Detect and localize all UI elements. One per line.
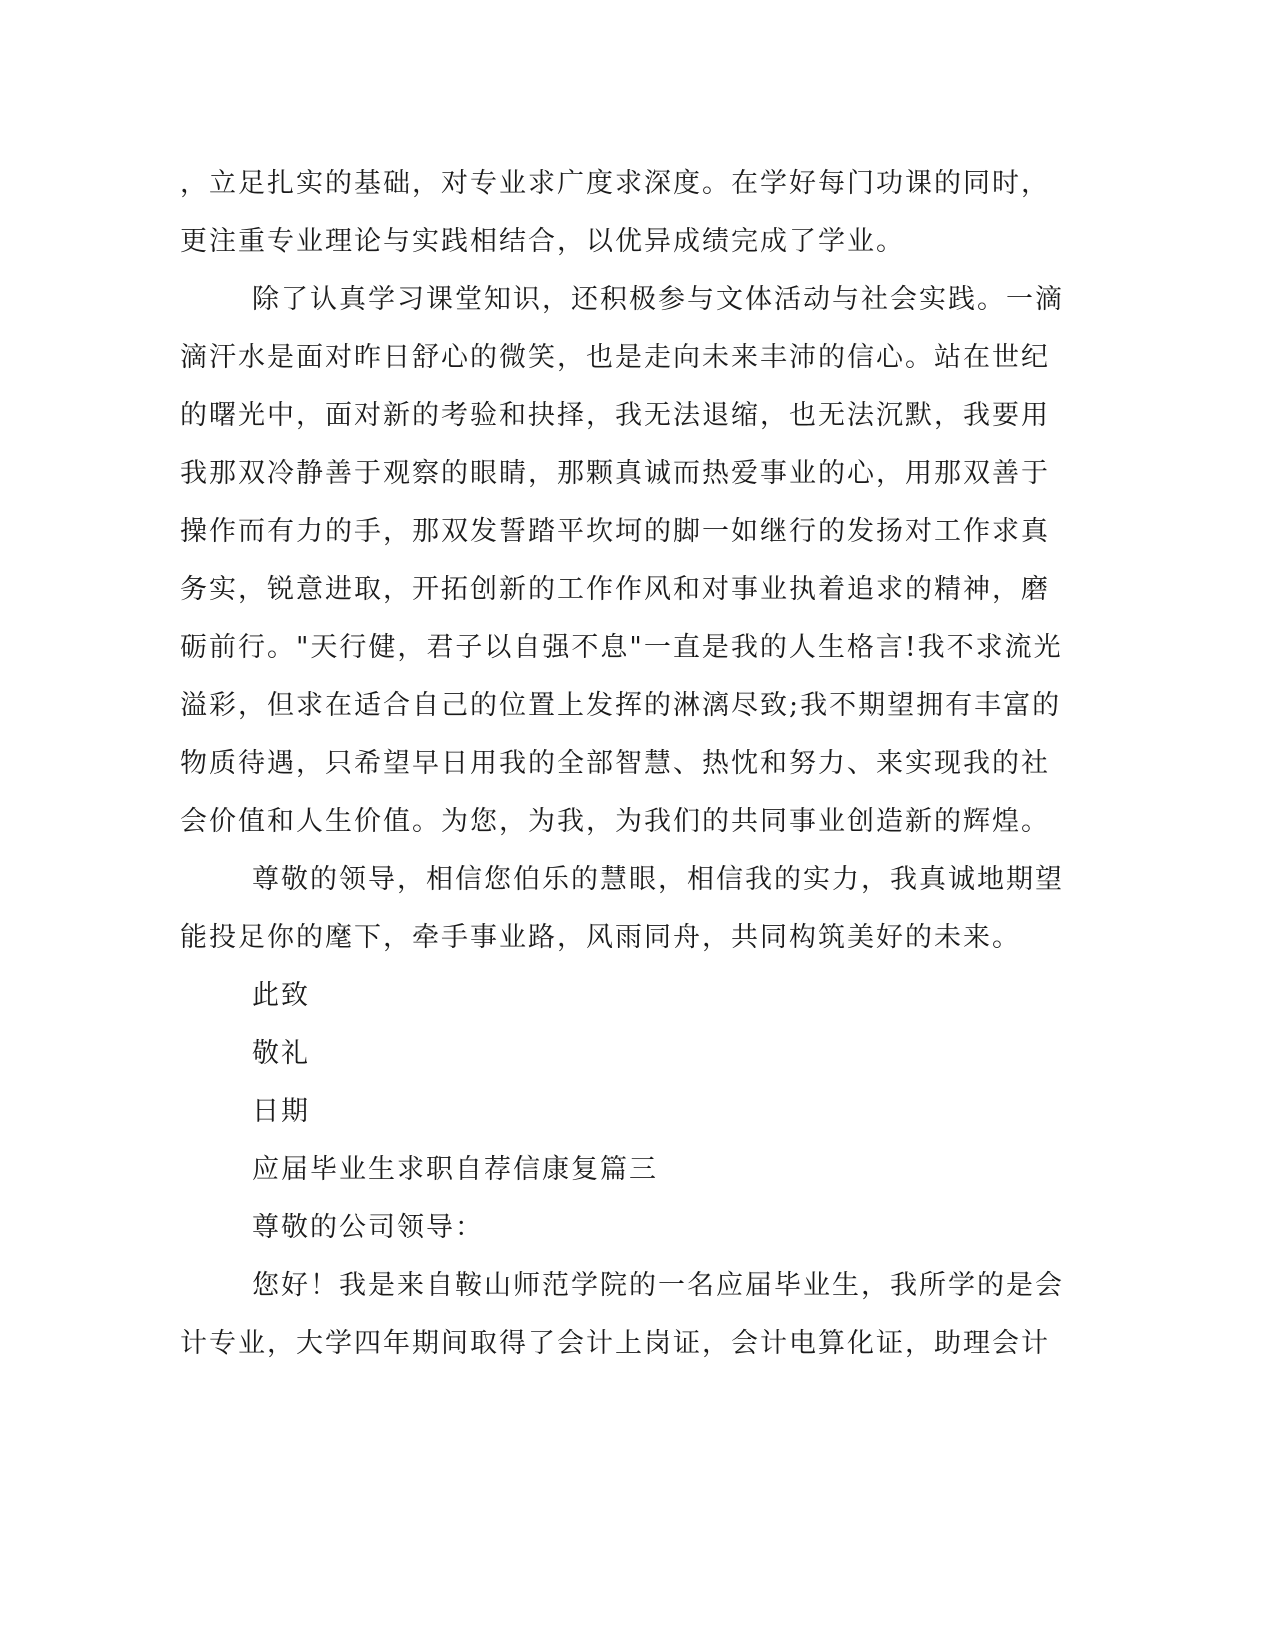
greeting-line: 尊敬的公司领导： xyxy=(252,1212,484,1243)
salutation-line: 敬礼 xyxy=(252,1038,310,1069)
text-line: 务实，锐意进取，开拓创新的工作作风和对事业执着追求的精神，磨 xyxy=(180,574,1050,605)
text-line: 更注重专业理论与实践相结合，以优异成绩完成了学业。 xyxy=(180,226,905,257)
text-line: ，立足扎实的基础，对专业求广度求深度。在学好每门功课的同时， xyxy=(180,168,1050,199)
text-line: 滴汗水是面对昨日舒心的微笑，也是走向未来丰沛的信心。站在世纪 xyxy=(180,342,1050,373)
date-line: 日期 xyxy=(252,1096,310,1127)
section-heading: 应届毕业生求职自荐信康复篇三 xyxy=(252,1154,658,1185)
text-line: 的曙光中，面对新的考验和抉择，我无法退缩，也无法沉默，我要用 xyxy=(180,400,1050,431)
text-line: 能投足你的麾下，牵手事业路，风雨同舟，共同构筑美好的未来。 xyxy=(180,922,1021,953)
closing-line: 此致 xyxy=(252,980,310,1011)
text-line: 物质待遇，只希望早日用我的全部智慧、热忱和努力、来实现我的社 xyxy=(180,748,1050,779)
text-line: 砺前行。"天行健，君子以自强不息"一直是我的人生格言!我不求流光 xyxy=(180,632,1063,663)
paragraph-start-line: 您好！我是来自鞍山师范学院的一名应届毕业生，我所学的是会 xyxy=(252,1270,1064,1301)
text-line: 计专业，大学四年期间取得了会计上岗证，会计电算化证，助理会计 xyxy=(180,1328,1050,1359)
paragraph-start-line: 尊敬的领导，相信您伯乐的慧眼，相信我的实力，我真诚地期望 xyxy=(252,864,1064,895)
paragraph-start-line: 除了认真学习课堂知识，还积极参与文体活动与社会实践。一滴 xyxy=(252,284,1064,315)
text-line: 我那双冷静善于观察的眼睛，那颗真诚而热爱事业的心，用那双善于 xyxy=(180,458,1050,489)
text-line: 溢彩，但求在适合自己的位置上发挥的淋漓尽致;我不期望拥有丰富的 xyxy=(180,690,1062,721)
text-line: 会价值和人生价值。为您，为我，为我们的共同事业创造新的辉煌。 xyxy=(180,806,1050,837)
text-line: 操作而有力的手，那双发誓踏平坎坷的脚一如继行的发扬对工作求真 xyxy=(180,516,1050,547)
